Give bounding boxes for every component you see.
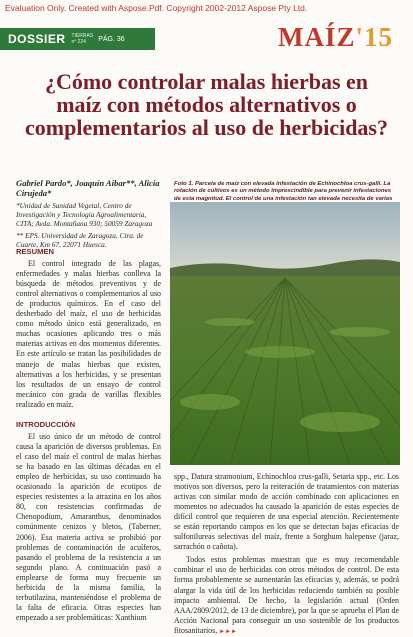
summary-text: El control integrado de las plagas, enfermedades y malas hierbas conlleva la búsqueda de métodos preventivos y de control alternativos o complementarios al uso de productos químicos. En el caso del desherbado del maíz, el uso de herbicidas como método único está generalizado, en muchas ocasiones aplicando tres o más materias activas en dos momentos diferentes. En este artículo se tratan las posibilidades de manejo de malas hierbas que existen, alternativas a los herbicidas, y se presentan los resultados de un ensayo de control mecánico con grada de varillas flexibles realizado en maíz. — [16, 259, 161, 409]
column-two-paragraph-1: spp., Datura stramonium, Echinochloa crus-galli, Setaria spp., etc. Los motivos son diversos, pero la reiteración de tratamientos con materias activas con similar modo de acción combinado con aplicaciones en momentos no adecuados ha causado la aparición de estas especies de difícil control que requieren de una especial atención. Recientemente se están reportando campos en los que se detectan bajas eficacias de sulfonilureas selectivas del maíz, frente a Sorghum halepense (jaraz, sarrachón o cañota). — [174, 472, 399, 552]
summary-section — [16, 247, 161, 410]
summary-heading: RESUMEN — [16, 247, 54, 256]
affiliation-2: ** EPS. Universidad de Zaragoza, Ctra. de Cuarte, Km 67, 22071 Huesca. — [16, 231, 144, 249]
magazine-brand: MAÍZ'15 — [277, 22, 393, 52]
column-two-paragraph-2: Todos estos problemas muestran que es muy recomendable combinar el uso de herbicidas con otros métodos de control. De esta forma probablemente se aumentarán las eficacias y, además, se podrá alargar la vida útil de los herbicidas reduciendo también su posible impacto ambiental. De hecho, la legislación actual (Orden AAA/2809/2012, de 13 de diciembre), por la que se aprueba el Plan de Acción Nacional para conseguir un uso sostenible de los productos fitosanitarios, ►►► — [174, 555, 399, 635]
evaluation-watermark: Evaluation Only. Created with Aspose.Pdf. Copyright 2002-2012 Aspose Pty Ltd. — [5, 3, 308, 13]
intro-section — [16, 420, 161, 623]
author-block — [16, 178, 161, 252]
page-number: PÁG. 36 — [98, 35, 125, 43]
section-banner — [0, 28, 155, 50]
author-names: Gabriel Pardo*, Joaquín Aibar**, Alicia Cirujeda* — [16, 178, 160, 198]
intro-text: El uso único de un método de control causa la aparición de diversos problemas. En el caso del maíz el control de malas hierbas se ha basado en las últimas décadas en el empleo de herbicidas, su uso continuado ha ocasionado la aparición de ecotipos de especies resistentes a la atrazina en los años 80, con resistencias confirmadas de Chenopodium, Amaranthus, denominados comúnmente cenizos y bletos, (Taberner, 2006). Esa materia activa se prohibió por problemas de contaminación de acuíferos, pasando el problema de la resistencia a un segundo plano. A continuación pasó a emplearse de forma muy frecuente un herbicida de la misma familia, la terbutilazina, manteniéndose el problema de la falta de eficacia. Otras especies han empezado a ser problemáticas: Xanthium — [16, 432, 161, 622]
affiliation-1: *Unidad de Sanidad Vegetal, Centro de Investigación y Tecnología Agroalimentaria, CITA; Avda. Montañana 930; 50059 Zaragoza — [16, 201, 153, 228]
field-photo — [170, 202, 400, 465]
column-two — [174, 472, 399, 637]
article-title: ¿Cómo controlar malas hierbas en maíz con métodos alternativos o complementarios al uso de herbicidas? — [25, 69, 388, 140]
photo-caption: Foto 1. Parcela de maíz con elevada infestación de Echinochloa crus-galli. La rotación de cultivos es un método imprescindible para prevenir infestaciones de esta magnitud. El control de una infestación tan elevada necesita de varias — [174, 181, 393, 202]
issue-label: TIERRAS nº 224 — [71, 33, 94, 45]
section-label: DOSSIER — [8, 32, 66, 46]
intro-heading: INTRODUCCIÓN — [16, 420, 76, 429]
brand-year: '15 — [355, 22, 393, 52]
continue-arrow-icon: ►►► — [219, 628, 237, 635]
page-header — [0, 22, 413, 58]
